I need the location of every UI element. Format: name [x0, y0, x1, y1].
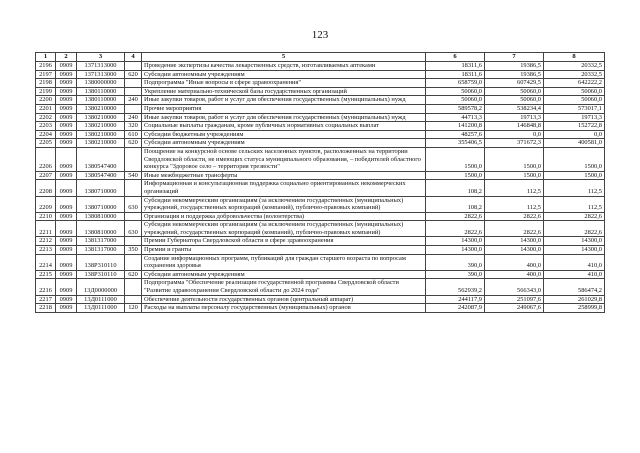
section-cell: 0909 [56, 171, 77, 180]
row-number-cell: 2205 [36, 139, 56, 148]
amount-year1-cell: 141200,8 [426, 122, 485, 131]
amount-year2-cell: 400,0 [485, 254, 544, 270]
description-cell: Поощрение на конкурсной основе сельских населенных пунктов, расположенных на территории Свердловской области, не имеющих статуса муниципального образования, – победителей областного конкурса "Здоровое село – территория трезвости" [142, 147, 426, 171]
amount-year3-cell: 410,0 [544, 270, 605, 279]
expense-type-cell [125, 295, 142, 304]
amount-year2-cell: 19386,5 [485, 70, 544, 79]
column-header: 5 [142, 53, 426, 62]
expense-type-cell [125, 62, 142, 71]
expense-type-cell: 540 [125, 171, 142, 180]
amount-year2-cell: 400,0 [485, 270, 544, 279]
table-row [36, 196, 605, 212]
target-code-cell: 1380210000 [77, 139, 125, 148]
target-code-cell: 1380210000 [77, 122, 125, 131]
amount-year3-cell: 586474,2 [544, 279, 605, 295]
table-row [36, 171, 605, 180]
amount-year1-cell: 244117,9 [426, 295, 485, 304]
expense-type-cell: 630 [125, 196, 142, 212]
row-number-cell: 2196 [36, 62, 56, 71]
amount-year3-cell: 19713,3 [544, 113, 605, 122]
column-header: 3 [77, 53, 125, 62]
description-cell: Премии Губернатора Свердловской области в сфере здравоохранения [142, 237, 426, 246]
column-header: 6 [426, 53, 485, 62]
amount-year1-cell: 50060,0 [426, 96, 485, 105]
target-code-cell: 1380710000 [77, 196, 125, 212]
table-body [36, 62, 605, 313]
description-cell: Иные закупки товаров, работ и услуг для обеспечения государственных (муниципальных) нужд [142, 96, 426, 105]
amount-year1-cell: 50060,0 [426, 87, 485, 96]
row-number-cell: 2206 [36, 147, 56, 171]
target-code-cell: 1380810000 [77, 221, 125, 237]
expense-type-cell [125, 254, 142, 270]
amount-year3-cell: 152722,8 [544, 122, 605, 131]
amount-year3-cell: 1500,0 [544, 171, 605, 180]
row-number-cell: 2209 [36, 196, 56, 212]
amount-year2-cell: 538234,4 [485, 104, 544, 113]
amount-year3-cell: 573017,1 [544, 104, 605, 113]
row-number-cell: 2199 [36, 87, 56, 96]
target-code-cell: 1381317000 [77, 246, 125, 255]
target-code-cell: 1380810000 [77, 212, 125, 221]
description-cell: Прочие мероприятия [142, 104, 426, 113]
description-cell: Укрепление материально-технической базы государственных организаций [142, 87, 426, 96]
table-row [36, 130, 605, 139]
table-row [36, 237, 605, 246]
amount-year2-cell: 14300,0 [485, 246, 544, 255]
amount-year2-cell: 249067,6 [485, 304, 544, 313]
section-cell: 0909 [56, 237, 77, 246]
target-code-cell: 1380547400 [77, 147, 125, 171]
amount-year2-cell: 146848,8 [485, 122, 544, 131]
expense-type-cell: 620 [125, 270, 142, 279]
amount-year2-cell: 19713,3 [485, 113, 544, 122]
target-code-cell: 138P310110 [77, 254, 125, 270]
amount-year2-cell: 112,5 [485, 196, 544, 212]
description-cell: Субсидии автономным учреждениям [142, 70, 426, 79]
table-row [36, 246, 605, 255]
amount-year2-cell: 566343,0 [485, 279, 544, 295]
section-cell: 0909 [56, 122, 77, 131]
budget-table [35, 52, 605, 313]
target-code-cell: 1380210000 [77, 130, 125, 139]
target-code-cell: 1380210000 [77, 104, 125, 113]
table-row [36, 70, 605, 79]
row-number-cell: 2218 [36, 304, 56, 313]
row-number-cell: 2216 [36, 279, 56, 295]
amount-year1-cell: 18311,6 [426, 62, 485, 71]
amount-year2-cell: 50060,0 [485, 87, 544, 96]
amount-year1-cell: 14300,0 [426, 246, 485, 255]
table-row [36, 122, 605, 131]
amount-year2-cell: 371672,3 [485, 139, 544, 148]
amount-year3-cell: 50060,0 [544, 87, 605, 96]
expense-type-cell: 320 [125, 122, 142, 131]
row-number-cell: 2213 [36, 246, 56, 255]
amount-year3-cell: 1500,0 [544, 147, 605, 171]
amount-year3-cell: 642222,2 [544, 79, 605, 88]
column-header: 7 [485, 53, 544, 62]
section-cell: 0909 [56, 196, 77, 212]
row-number-cell: 2210 [36, 212, 56, 221]
amount-year3-cell: 400581,0 [544, 139, 605, 148]
table-row [36, 113, 605, 122]
amount-year3-cell: 20332,5 [544, 62, 605, 71]
amount-year1-cell: 18311,6 [426, 70, 485, 79]
section-cell: 0909 [56, 62, 77, 71]
description-cell: Субсидии некоммерческим организациям (за исключением государственных (муниципальных) учреждений, государственных корпораций (компаний), публично-правовых компаний) [142, 221, 426, 237]
description-cell: Субсидии бюджетным учреждениям [142, 130, 426, 139]
expense-type-cell: 120 [125, 304, 142, 313]
table-header-row [36, 53, 605, 62]
table-row [36, 104, 605, 113]
expense-type-cell [125, 279, 142, 295]
amount-year2-cell: 14300,0 [485, 237, 544, 246]
table-row [36, 79, 605, 88]
table-row [36, 221, 605, 237]
table-row [36, 62, 605, 71]
expense-type-cell: 240 [125, 113, 142, 122]
section-cell: 0909 [56, 139, 77, 148]
amount-year1-cell: 14300,0 [426, 237, 485, 246]
expense-type-cell: 630 [125, 221, 142, 237]
section-cell: 0909 [56, 279, 77, 295]
target-code-cell: 1380110000 [77, 87, 125, 96]
amount-year2-cell: 1500,0 [485, 147, 544, 171]
target-code-cell: 1371313000 [77, 62, 125, 71]
amount-year2-cell: 50060,0 [485, 96, 544, 105]
column-header: 4 [125, 53, 142, 62]
expense-type-cell [125, 104, 142, 113]
amount-year2-cell: 2822,6 [485, 212, 544, 221]
amount-year1-cell: 562939,2 [426, 279, 485, 295]
table-row [36, 295, 605, 304]
expense-type-cell: 240 [125, 96, 142, 105]
row-number-cell: 2204 [36, 130, 56, 139]
description-cell: Обеспечение деятельности государственных органов (центральный аппарат) [142, 295, 426, 304]
target-code-cell: 13Д0111000 [77, 304, 125, 313]
description-cell: Премии и гранты [142, 246, 426, 255]
row-number-cell: 2217 [36, 295, 56, 304]
description-cell: Социальные выплаты гражданам, кроме публичных нормативных социальных выплат [142, 122, 426, 131]
section-cell: 0909 [56, 113, 77, 122]
row-number-cell: 2211 [36, 221, 56, 237]
section-cell: 0909 [56, 212, 77, 221]
target-code-cell: 1381317000 [77, 237, 125, 246]
amount-year1-cell: 2822,6 [426, 221, 485, 237]
amount-year1-cell: 1500,0 [426, 171, 485, 180]
target-code-cell: 1380000000 [77, 79, 125, 88]
description-cell: Субсидии некоммерческим организациям (за исключением государственных (муниципальных) учреждений, государственных корпораций (компаний), публично-правовых компаний) [142, 196, 426, 212]
amount-year2-cell: 1500,0 [485, 171, 544, 180]
section-cell: 0909 [56, 295, 77, 304]
table-row [36, 270, 605, 279]
amount-year1-cell: 589578,2 [426, 104, 485, 113]
amount-year3-cell: 2822,6 [544, 212, 605, 221]
expense-type-cell [125, 212, 142, 221]
section-cell: 0909 [56, 87, 77, 96]
table-row [36, 87, 605, 96]
column-header: 2 [56, 53, 77, 62]
section-cell: 0909 [56, 246, 77, 255]
amount-year2-cell: 607429,5 [485, 79, 544, 88]
amount-year1-cell: 390,0 [426, 270, 485, 279]
table-row [36, 139, 605, 148]
target-code-cell: 138P310110 [77, 270, 125, 279]
column-header: 8 [544, 53, 605, 62]
amount-year3-cell: 112,5 [544, 180, 605, 196]
description-cell: Информационная и консультационная поддержка социально ориентированных некоммерческих организаций [142, 180, 426, 196]
section-cell: 0909 [56, 70, 77, 79]
amount-year3-cell: 258999,8 [544, 304, 605, 313]
expense-type-cell: 620 [125, 139, 142, 148]
amount-year1-cell: 2822,6 [426, 212, 485, 221]
description-cell: Иные межбюджетные трансферты [142, 171, 426, 180]
expense-type-cell [125, 237, 142, 246]
row-number-cell: 2207 [36, 171, 56, 180]
amount-year3-cell: 0,0 [544, 130, 605, 139]
amount-year1-cell: 108,2 [426, 196, 485, 212]
table-row [36, 96, 605, 105]
column-header: 1 [36, 53, 56, 62]
table-row [36, 180, 605, 196]
section-cell: 0909 [56, 96, 77, 105]
description-cell: Организация и поддержка добровольчества (волонтерства) [142, 212, 426, 221]
section-cell: 0909 [56, 180, 77, 196]
target-code-cell: 13Д0111000 [77, 295, 125, 304]
page-number: 123 [311, 29, 329, 41]
row-number-cell: 2197 [36, 70, 56, 79]
table-row [36, 304, 605, 313]
amount-year3-cell: 14300,0 [544, 246, 605, 255]
table-row [36, 147, 605, 171]
row-number-cell: 2198 [36, 79, 56, 88]
amount-year3-cell: 410,0 [544, 254, 605, 270]
table-row [36, 212, 605, 221]
description-cell: Расходы на выплаты персоналу государственных (муниципальных) органов [142, 304, 426, 313]
amount-year1-cell: 44713,3 [426, 113, 485, 122]
row-number-cell: 2215 [36, 270, 56, 279]
section-cell: 0909 [56, 254, 77, 270]
description-cell: Субсидии автономным учреждениям [142, 270, 426, 279]
amount-year3-cell: 112,5 [544, 196, 605, 212]
expense-type-cell: 610 [125, 130, 142, 139]
section-cell: 0909 [56, 221, 77, 237]
target-code-cell: 1380710000 [77, 180, 125, 196]
amount-year1-cell: 390,0 [426, 254, 485, 270]
description-cell: Субсидии автономным учреждениям [142, 139, 426, 148]
amount-year3-cell: 2822,6 [544, 221, 605, 237]
table-row [36, 279, 605, 295]
amount-year1-cell: 658759,0 [426, 79, 485, 88]
description-cell: Подпрограмма "Иные вопросы в сфере здравоохранения" [142, 79, 426, 88]
row-number-cell: 2212 [36, 237, 56, 246]
row-number-cell: 2208 [36, 180, 56, 196]
expense-type-cell [125, 87, 142, 96]
target-code-cell: 1380210000 [77, 113, 125, 122]
amount-year1-cell: 48257,6 [426, 130, 485, 139]
target-code-cell: 1371313000 [77, 70, 125, 79]
amount-year2-cell: 19386,5 [485, 62, 544, 71]
amount-year1-cell: 1500,0 [426, 147, 485, 171]
row-number-cell: 2203 [36, 122, 56, 131]
description-cell: Подпрограмма "Обеспечение реализации государственной программы Свердловской области "Развитие здравоохранения Свердловской области до 2024 года" [142, 279, 426, 295]
description-cell: Иные закупки товаров, работ и услуг для обеспечения государственных (муниципальных) нужд [142, 113, 426, 122]
section-cell: 0909 [56, 79, 77, 88]
amount-year1-cell: 242087,9 [426, 304, 485, 313]
expense-type-cell: 620 [125, 70, 142, 79]
section-cell: 0909 [56, 130, 77, 139]
row-number-cell: 2202 [36, 113, 56, 122]
amount-year1-cell: 355406,5 [426, 139, 485, 148]
section-cell: 0909 [56, 147, 77, 171]
section-cell: 0909 [56, 104, 77, 113]
expense-type-cell: 350 [125, 246, 142, 255]
amount-year2-cell: 2822,6 [485, 221, 544, 237]
section-cell: 0909 [56, 304, 77, 313]
section-cell: 0909 [56, 270, 77, 279]
amount-year2-cell: 0,0 [485, 130, 544, 139]
amount-year3-cell: 14300,0 [544, 237, 605, 246]
amount-year2-cell: 251097,6 [485, 295, 544, 304]
amount-year2-cell: 112,5 [485, 180, 544, 196]
description-cell: Проведение экспертизы качества лекарственных средств, изготавливаемых аптеками [142, 62, 426, 71]
row-number-cell: 2214 [36, 254, 56, 270]
row-number-cell: 2200 [36, 96, 56, 105]
amount-year3-cell: 261029,8 [544, 295, 605, 304]
expense-type-cell [125, 180, 142, 196]
target-code-cell: 1380547400 [77, 171, 125, 180]
expense-type-cell [125, 147, 142, 171]
expense-type-cell [125, 79, 142, 88]
target-code-cell: 13Д0000000 [77, 279, 125, 295]
amount-year3-cell: 20332,5 [544, 70, 605, 79]
table-row [36, 254, 605, 270]
target-code-cell: 1380110000 [77, 96, 125, 105]
description-cell: Создание информационных программ, публикаций для граждан старшего возраста по вопросам сохранения здоровья [142, 254, 426, 270]
row-number-cell: 2201 [36, 104, 56, 113]
amount-year1-cell: 108,2 [426, 180, 485, 196]
amount-year3-cell: 50060,0 [544, 96, 605, 105]
